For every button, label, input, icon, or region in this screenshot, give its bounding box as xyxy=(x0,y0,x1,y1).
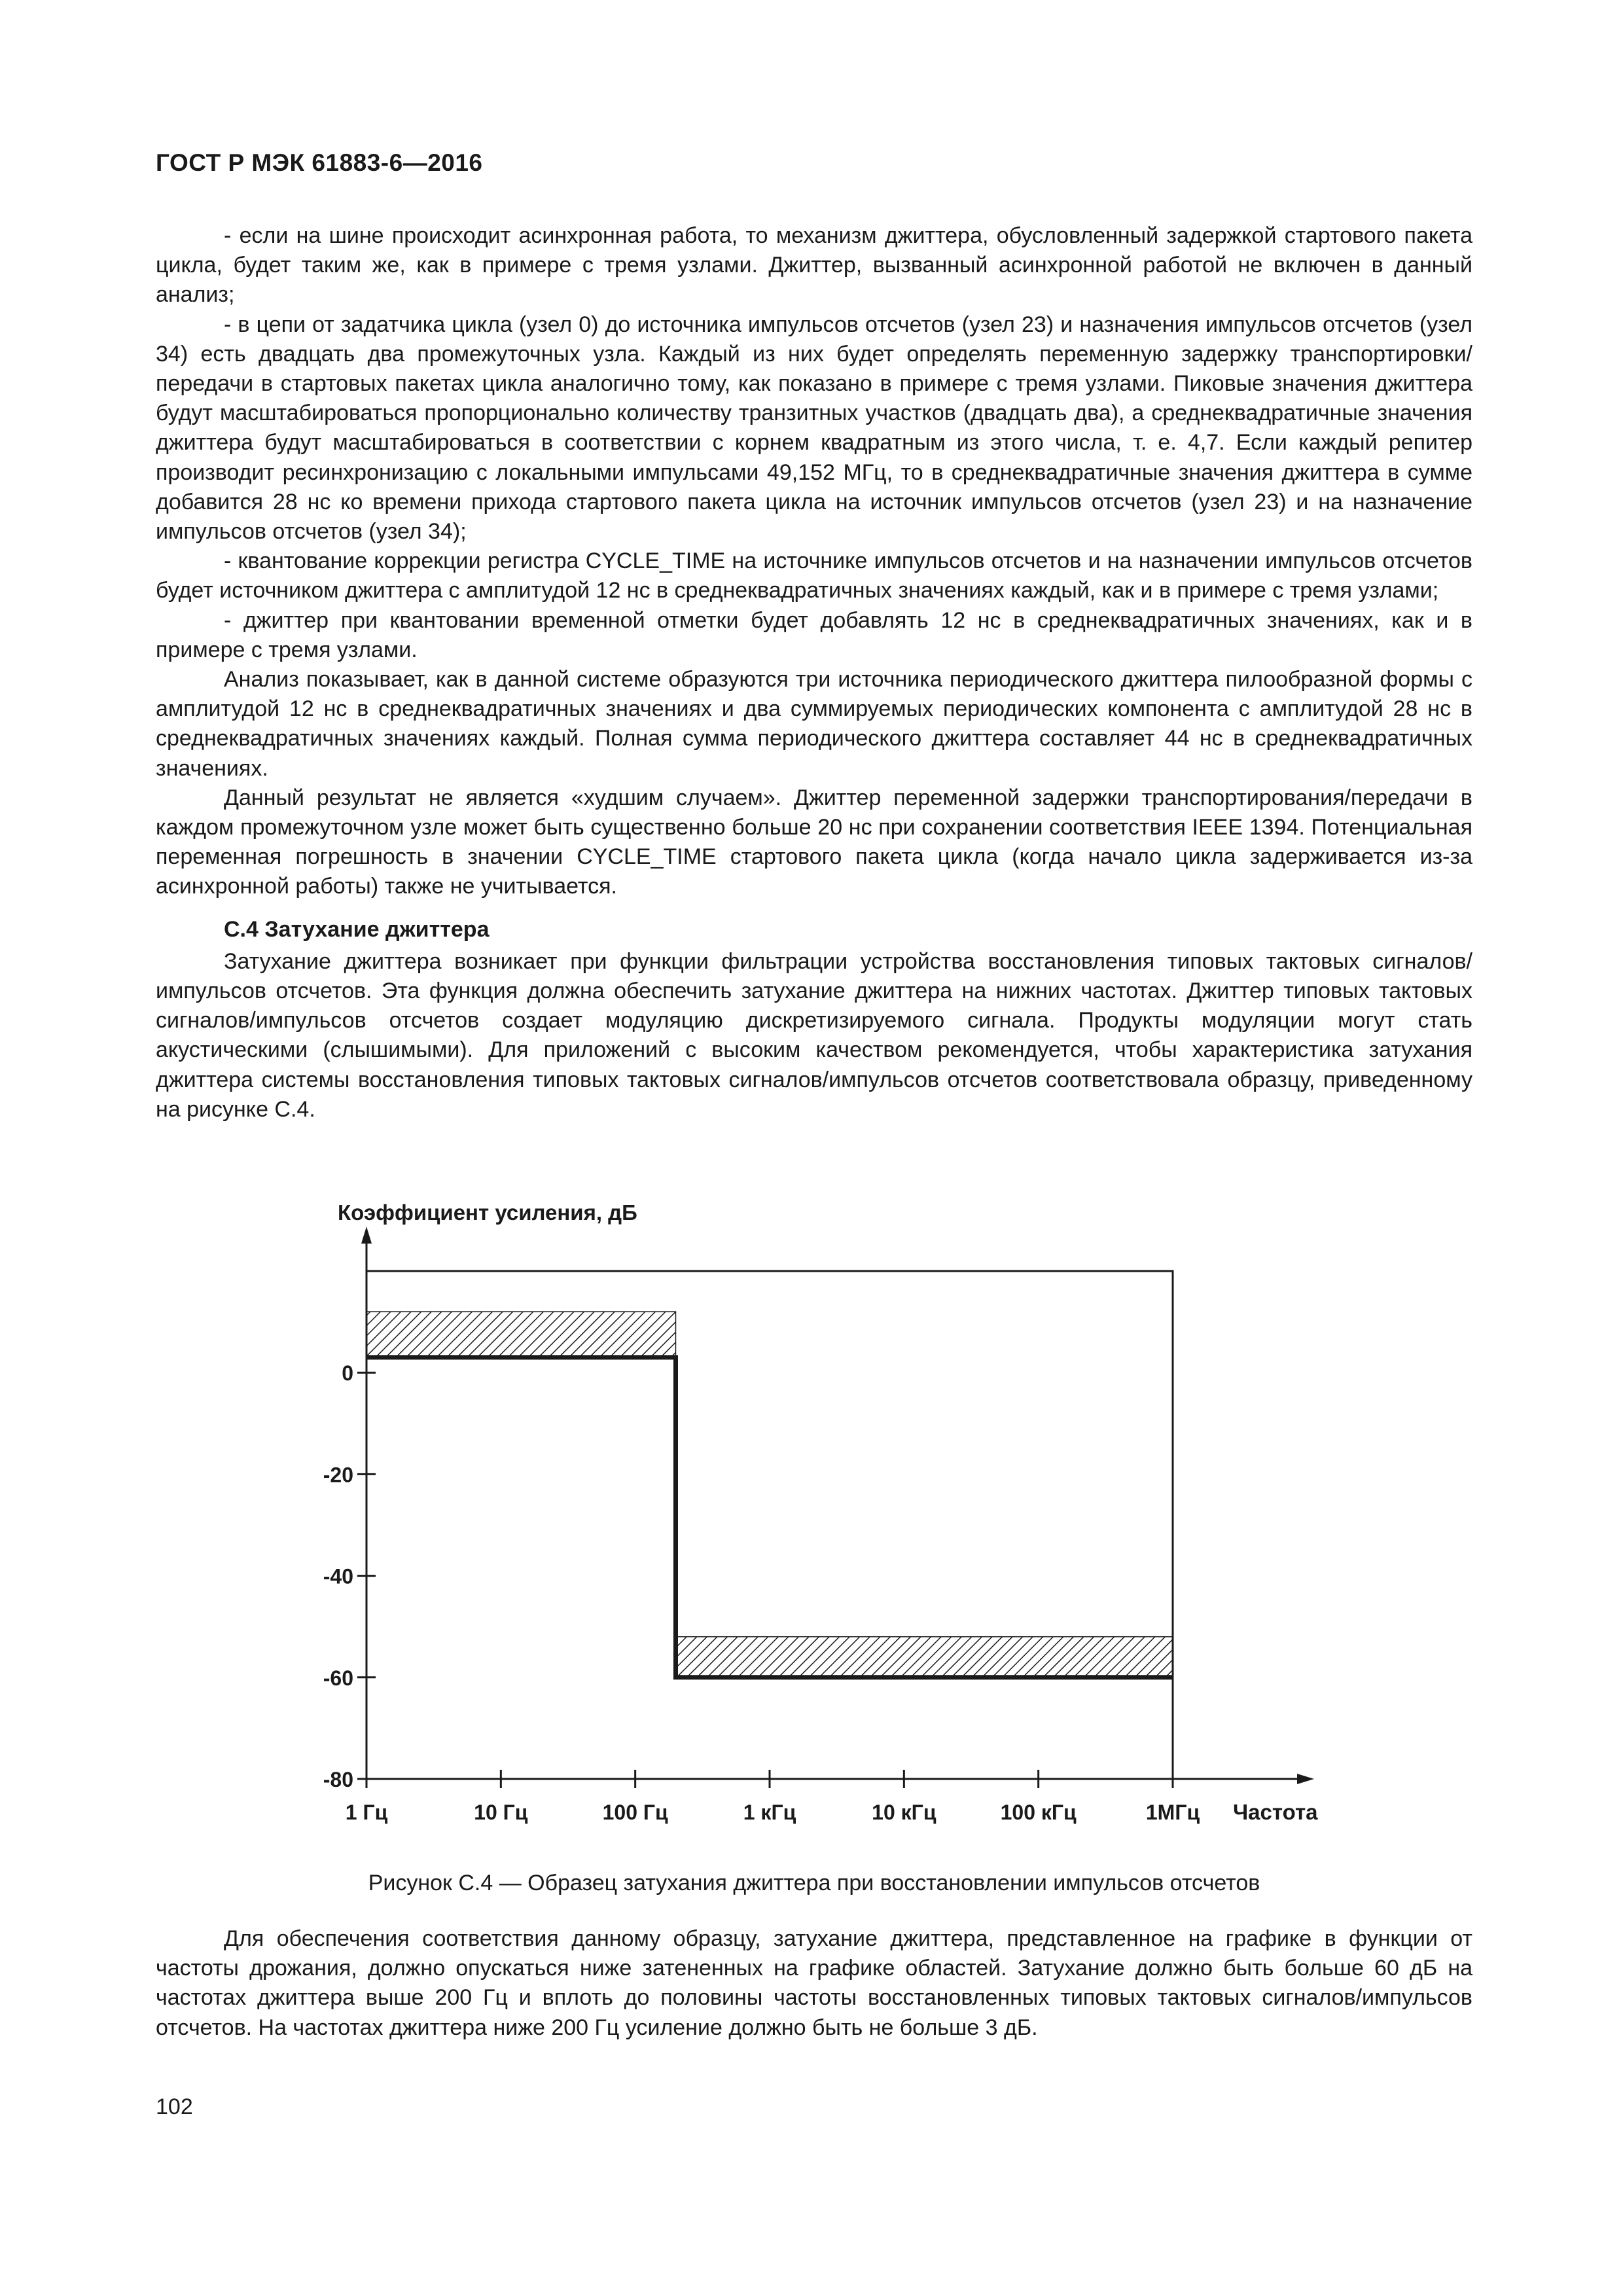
x-tick-label: 10 Гц xyxy=(474,1801,528,1824)
y-tick-label: -60 xyxy=(323,1666,353,1690)
y-axis-arrow xyxy=(361,1227,372,1244)
paragraph: Для обеспечения соответствия данному образцу, затухание джиттера, представленное на графике в функции от частоты дрожания, должно опускаться ниже затененных на графике областей. Затухание должно быть больше 60 дБ на частотах джиттера выше 200 Гц и вплоть до половины частоты восстановленных типовых тактовых сигналов/импульсов отсчетов. На частотах джиттера ниже 200 Гц усиление должно быть не больше 3 дБ. xyxy=(156,1926,1472,2040)
figure-caption: Рисунок С.4 — Образец затухания джиттера при восстановлении импульсов отсчетов xyxy=(368,1871,1260,1895)
y-tick-label: -40 xyxy=(323,1564,353,1588)
x-axis-label: Частота xyxy=(1233,1800,1318,1824)
series-line xyxy=(366,1357,1173,1677)
paragraph: Затухание джиттера возникает при функции фильтрации устройства восстановления типовых тактовых сигналов/импульсов отсчетов. Эта функция должна обеспечить затухание джиттера на нижних частотах. Джиттер типовых тактовых сигналов/импульсов отсчетов создает модуляцию дискретизируемого сигнала. Продукты модуляции могут стать акустическими (слышимыми). Для приложений с высоким качеством рекомендуется, чтобы характеристика затухания джиттера системы восстановления типовых тактовых сигналов/импульсов отсчетов соответствовала образцу, приведенному на рисунке С.4. xyxy=(156,948,1472,1122)
paragraph: - если на шине происходит асинхронная работа, то механизм джиттера, обусловленный задержкой стартового пакета цикла, будет таким же, как в примере с тремя узлами. Джиттер, вызванный асинхронной работой не включен в данный анализ; xyxy=(156,223,1472,308)
x-axis-arrow xyxy=(1297,1774,1314,1784)
x-tick-label: 1МГц xyxy=(1145,1801,1200,1824)
x-tick-label: 10 кГц xyxy=(872,1801,936,1824)
figure-c4 xyxy=(321,1198,1342,1839)
x-tick-label: 1 Гц xyxy=(345,1801,388,1824)
jitter-attenuation-chart xyxy=(321,1198,1342,1839)
after-figure-text xyxy=(156,1924,1472,2043)
main-text xyxy=(156,221,1472,1124)
section-heading: С.4 Затухание джиттера xyxy=(224,916,490,942)
document-header: ГОСТ Р МЭК 61883-6—2016 xyxy=(156,149,483,176)
y-tick-label: -20 xyxy=(323,1463,353,1487)
page-number: 102 xyxy=(156,2094,193,2119)
x-tick-label: 100 Гц xyxy=(602,1801,668,1824)
y-tick-label: -80 xyxy=(323,1768,353,1791)
x-tick-label: 1 кГц xyxy=(743,1801,796,1824)
x-tick-label: 100 кГц xyxy=(1000,1801,1077,1824)
paragraph: Данный результат не является «худшим случаем». Джиттер переменной задержки транспортирования/передачи в каждом промежуточном узле может быть существенно больше 20 нс при сохранении соответствия IEEE 1394. Потенциальная переменная погрешность в значении CYCLE_TIME стартового пакета цикла (когда начало цикла задерживается из-за асинхронной работы) также не учитывается. xyxy=(156,785,1472,899)
y-tick-label: 0 xyxy=(342,1361,353,1386)
hatched-region xyxy=(366,1312,675,1357)
hatched-region xyxy=(675,1637,1173,1677)
y-axis-label: Коэффициент усиления, дБ xyxy=(338,1200,637,1225)
paragraph: - в цепи от задатчика цикла (узел 0) до источника импульсов отсчетов (узел 23) и назначения импульсов отсчетов (узел 34) есть двадцать два промежуточных узла. Каждый из них будет определять переменную задержку транспортировки/передачи в стартовых пакетах цикла аналогично тому, как показано в примере с тремя узлами. Пиковые значения джиттера будут масштабироваться пропорционально количеству транзитных участков (двадцать два), а среднеквадратичные значения джиттера будут масштабироваться в соответствии с корнем квадратным из этого числа, т. е. 4,7. Если каждый репитер производит ресинхронизацию с локальными импульсами 49,152 МГц, то в среднеквадратичные значения джиттера в сумме добавится 28 нс ко времени прихода стартового пакета цикла на источник импульсов отсчетов (узел 23) и на назначение импульсов отсчетов (узел 34); xyxy=(156,312,1472,545)
paragraph: Анализ показывает, как в данной системе образуются три источника периодического джиттера пилообразной формы с амплитудой 12 нс в среднеквадратичных значениях и два суммируемых периодических компонента с амплитудой 28 нс в среднеквадратичных значениях каждый. Полная сумма периодического джиттера составляет 44 нс в среднеквадратичных значениях. xyxy=(156,667,1472,781)
paragraph: - квантование коррекции регистра CYCLE_TIME на источнике импульсов отсчетов и на назначении импульсов отсчетов будет источником джиттера с амплитудой 12 нс в среднеквадратичных значениях каждый, как и в примере с тремя узлами; xyxy=(156,548,1472,603)
paragraph: - джиттер при квантовании временной отметки будет добавлять 12 нс в среднеквадратичных значениях, как и в примере с тремя узлами. xyxy=(156,607,1472,662)
